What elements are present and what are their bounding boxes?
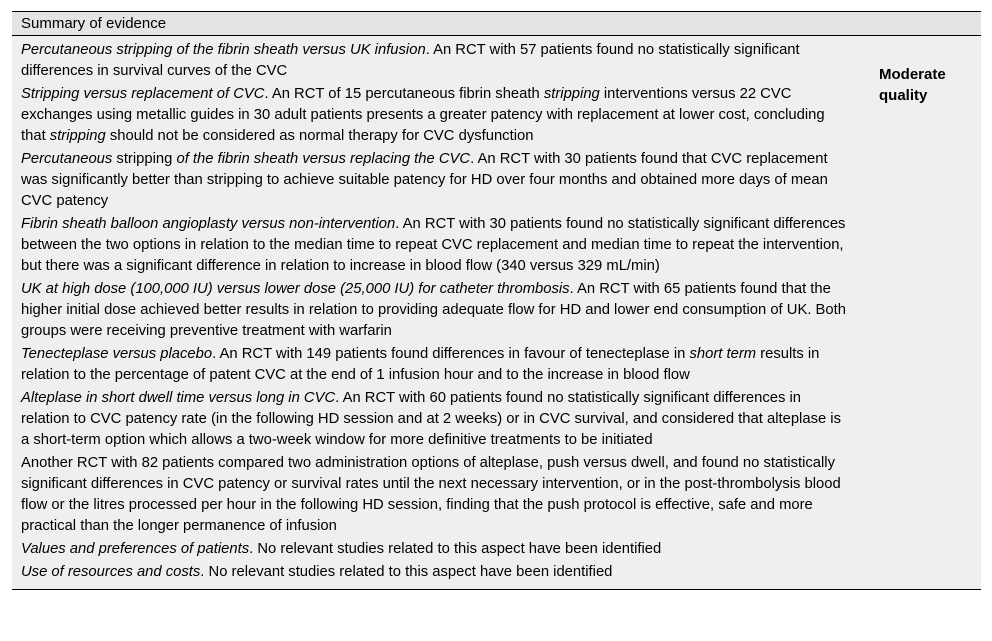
evidence-text: . No relevant studies related to this aspect have been identified [249,541,662,557]
evidence-entry [21,279,851,342]
evidence-text: . An RCT with 57 patients found no statistically significant differences in survival curves of the CVC [21,42,800,79]
evidence-text: . An RCT of 15 percutaneous fibrin sheath [264,86,544,102]
evidence-italic-text: Use of resources and costs [21,564,201,580]
table-bottom-rule [12,589,981,590]
evidence-entry [21,84,851,147]
table-header [12,12,981,36]
evidence-italic-text: short term [689,346,757,362]
evidence-text: interventions versus 22 CVC exchanges using metallic guides in 30 adult patients presents a greater patency with replacement at lower cost, concluding that [21,86,825,144]
evidence-text: Another RCT with 82 patients compared two administration options of alteplase, push versus dwell, and found no statistically significant differences in CVC patency or survival rates until the next necessary intervention, or in the post-thrombolysis blood flow or the litres processed per hour in the following HD session, finding that the push protocol is effective, safe and more practical than the longer permanence of infusion [21,455,841,534]
table-body [12,36,981,589]
evidence-entry [21,149,851,212]
evidence-italic-text: of the fibrin sheath versus replacing the CVC [176,151,471,167]
evidence-entry [21,214,851,277]
evidence-column [12,36,851,583]
evidence-italic-text: Stripping versus replacement of CVC [21,86,265,102]
evidence-text: should not be considered as normal therapy for CVC dysfunction [105,128,534,144]
evidence-italic-text: Percutaneous [21,151,113,167]
evidence-italic-text: Values and preferences of patients [21,541,250,557]
evidence-entry [21,344,851,386]
evidence-text: stripping [112,151,177,167]
evidence-entry [21,388,851,451]
evidence-italic-text: stripping [543,86,600,102]
evidence-text: . No relevant studies related to this aspect have been identified [200,564,613,580]
evidence-italic-text: stripping [49,128,106,144]
evidence-text: . An RCT with 65 patients found that the higher initial dose achieved better results in relation to providing adequate flow for HD and lower end consumption of UK. Both groups were receiving preventive treatment with warfarin [21,281,846,339]
evidence-text: . An RCT with 60 patients found no statistically significant differences in relation to CVC patency rate (in the following HD session and at 2 weeks) or in CVC survival, and considered that alteplase is a short-term option which allows a two-week window for more definitive treatments to be initiated [21,390,841,448]
evidence-text: . An RCT with 30 patients found that CVC replacement was significantly better than stripping to achieve suitable patency for HD over four months and obtained more days of mean CVC patency [21,151,828,209]
evidence-table [12,11,981,590]
evidence-entry [21,539,851,560]
evidence-italic-text: UK at high dose (100,000 IU) versus lower dose (25,000 IU) for catheter thrombosis [21,281,570,297]
evidence-entry [21,453,851,537]
table-header-label: Summary of evidence [21,15,167,32]
evidence-italic-text: Fibrin sheath balloon angioplasty versus non-intervention [21,216,396,232]
evidence-text: . An RCT with 30 patients found no statistically significant differences between the two options in relation to the median time to repeat CVC replacement and median time to repeat the intervention, but there was a significant difference in relation to increase in blood flow (340 versus 329 mL/min) [21,216,846,274]
evidence-entry [21,562,851,583]
evidence-italic-text: Tenecteplase versus placebo [21,346,213,362]
evidence-italic-text: Percutaneous stripping of the fibrin sheath versus UK infusion [21,42,426,58]
evidence-italic-text: Alteplase in short dwell time versus long in CVC [21,390,336,406]
quality-rating: Moderate quality [879,66,946,104]
evidence-text: . An RCT with 149 patients found differences in favour of tenecteplase in [212,346,690,362]
evidence-entry [21,40,851,82]
evidence-text: results in relation to the percentage of patent CVC at the end of 1 infusion hour and to the increase in blood flow [21,346,820,383]
